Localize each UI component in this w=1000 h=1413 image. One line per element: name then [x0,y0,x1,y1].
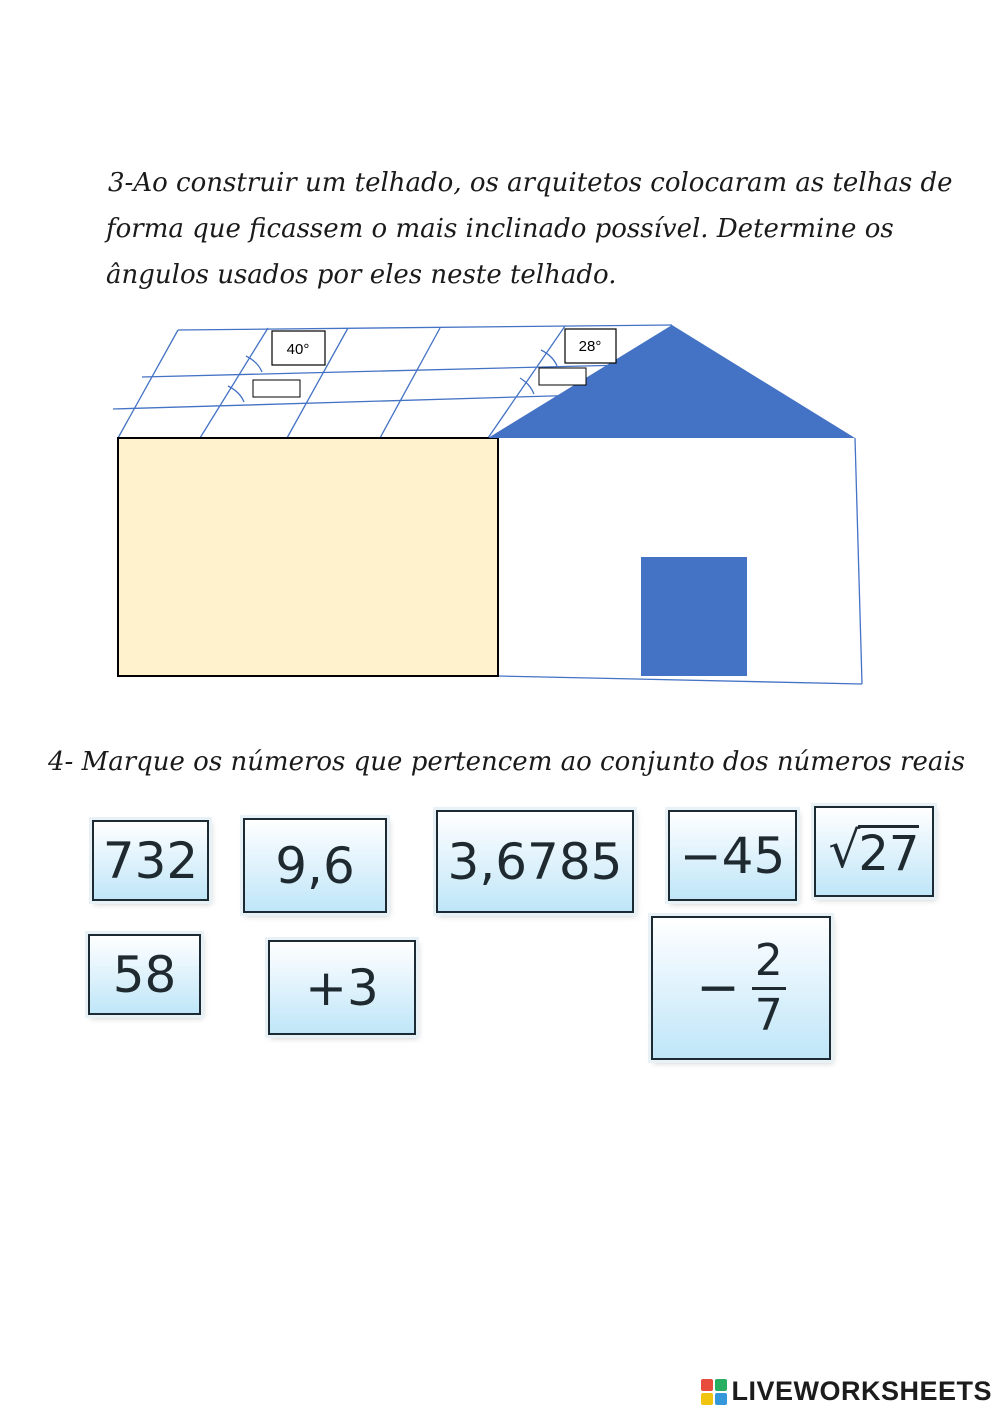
angle-label-28: 28° [578,338,602,355]
sqrt-sign: √ [828,821,861,879]
number-card-9-6[interactable] [243,818,387,913]
logo-text: LIVEWORKSHEETS [731,1376,992,1406]
door [641,557,747,676]
question-4-text: 4- Marque os números que pertencem ao conjunto dos números reais [48,747,966,777]
card-value: +3 [305,958,379,1017]
question-3-line-2: forma que ficassem o mais inclinado possível. Determine os [106,214,894,244]
angle-label-40: 40° [286,341,310,358]
sqrt-expression [828,821,920,882]
fraction [752,934,786,1041]
logo-square-3 [701,1393,713,1405]
card-value: 58 [112,945,177,1004]
angle-answer-input-2[interactable] [539,368,586,385]
logo-square-4 [715,1393,727,1405]
number-card-minus-2-7[interactable] [651,916,831,1060]
angle-answer-input-1[interactable] [253,380,300,397]
card-value: −45 [679,826,786,885]
logo-square-1 [701,1379,713,1391]
number-card-plus-3[interactable] [268,940,416,1035]
question-3-line-1: 3-Ao construir um telhado, os arquitetos colocaram as telhas de [108,168,953,198]
logo-square-2 [715,1379,727,1391]
card-value: 732 [102,831,199,890]
number-card-58[interactable] [88,934,201,1015]
house-roof-diagram [0,0,1000,700]
card-value: 3,6785 [447,832,623,891]
sqrt-radicand: 27 [858,826,920,882]
fraction-expression [696,934,786,1041]
front-wall [118,438,498,676]
number-card-732[interactable] [92,820,209,901]
question-3-line-3: ângulos usados por eles neste telhado. [106,260,617,290]
liveworksheets-logo [701,1376,992,1407]
fraction-minus: − [696,958,740,1018]
logo-mark-icon [701,1379,727,1405]
card-value: 9,6 [275,836,355,895]
fraction-denominator: 7 [754,989,783,1041]
number-card-sqrt-27[interactable] [814,806,934,897]
number-card-minus-45[interactable] [668,810,797,901]
number-card-3-6785[interactable] [436,810,634,913]
fraction-numerator: 2 [754,934,783,986]
